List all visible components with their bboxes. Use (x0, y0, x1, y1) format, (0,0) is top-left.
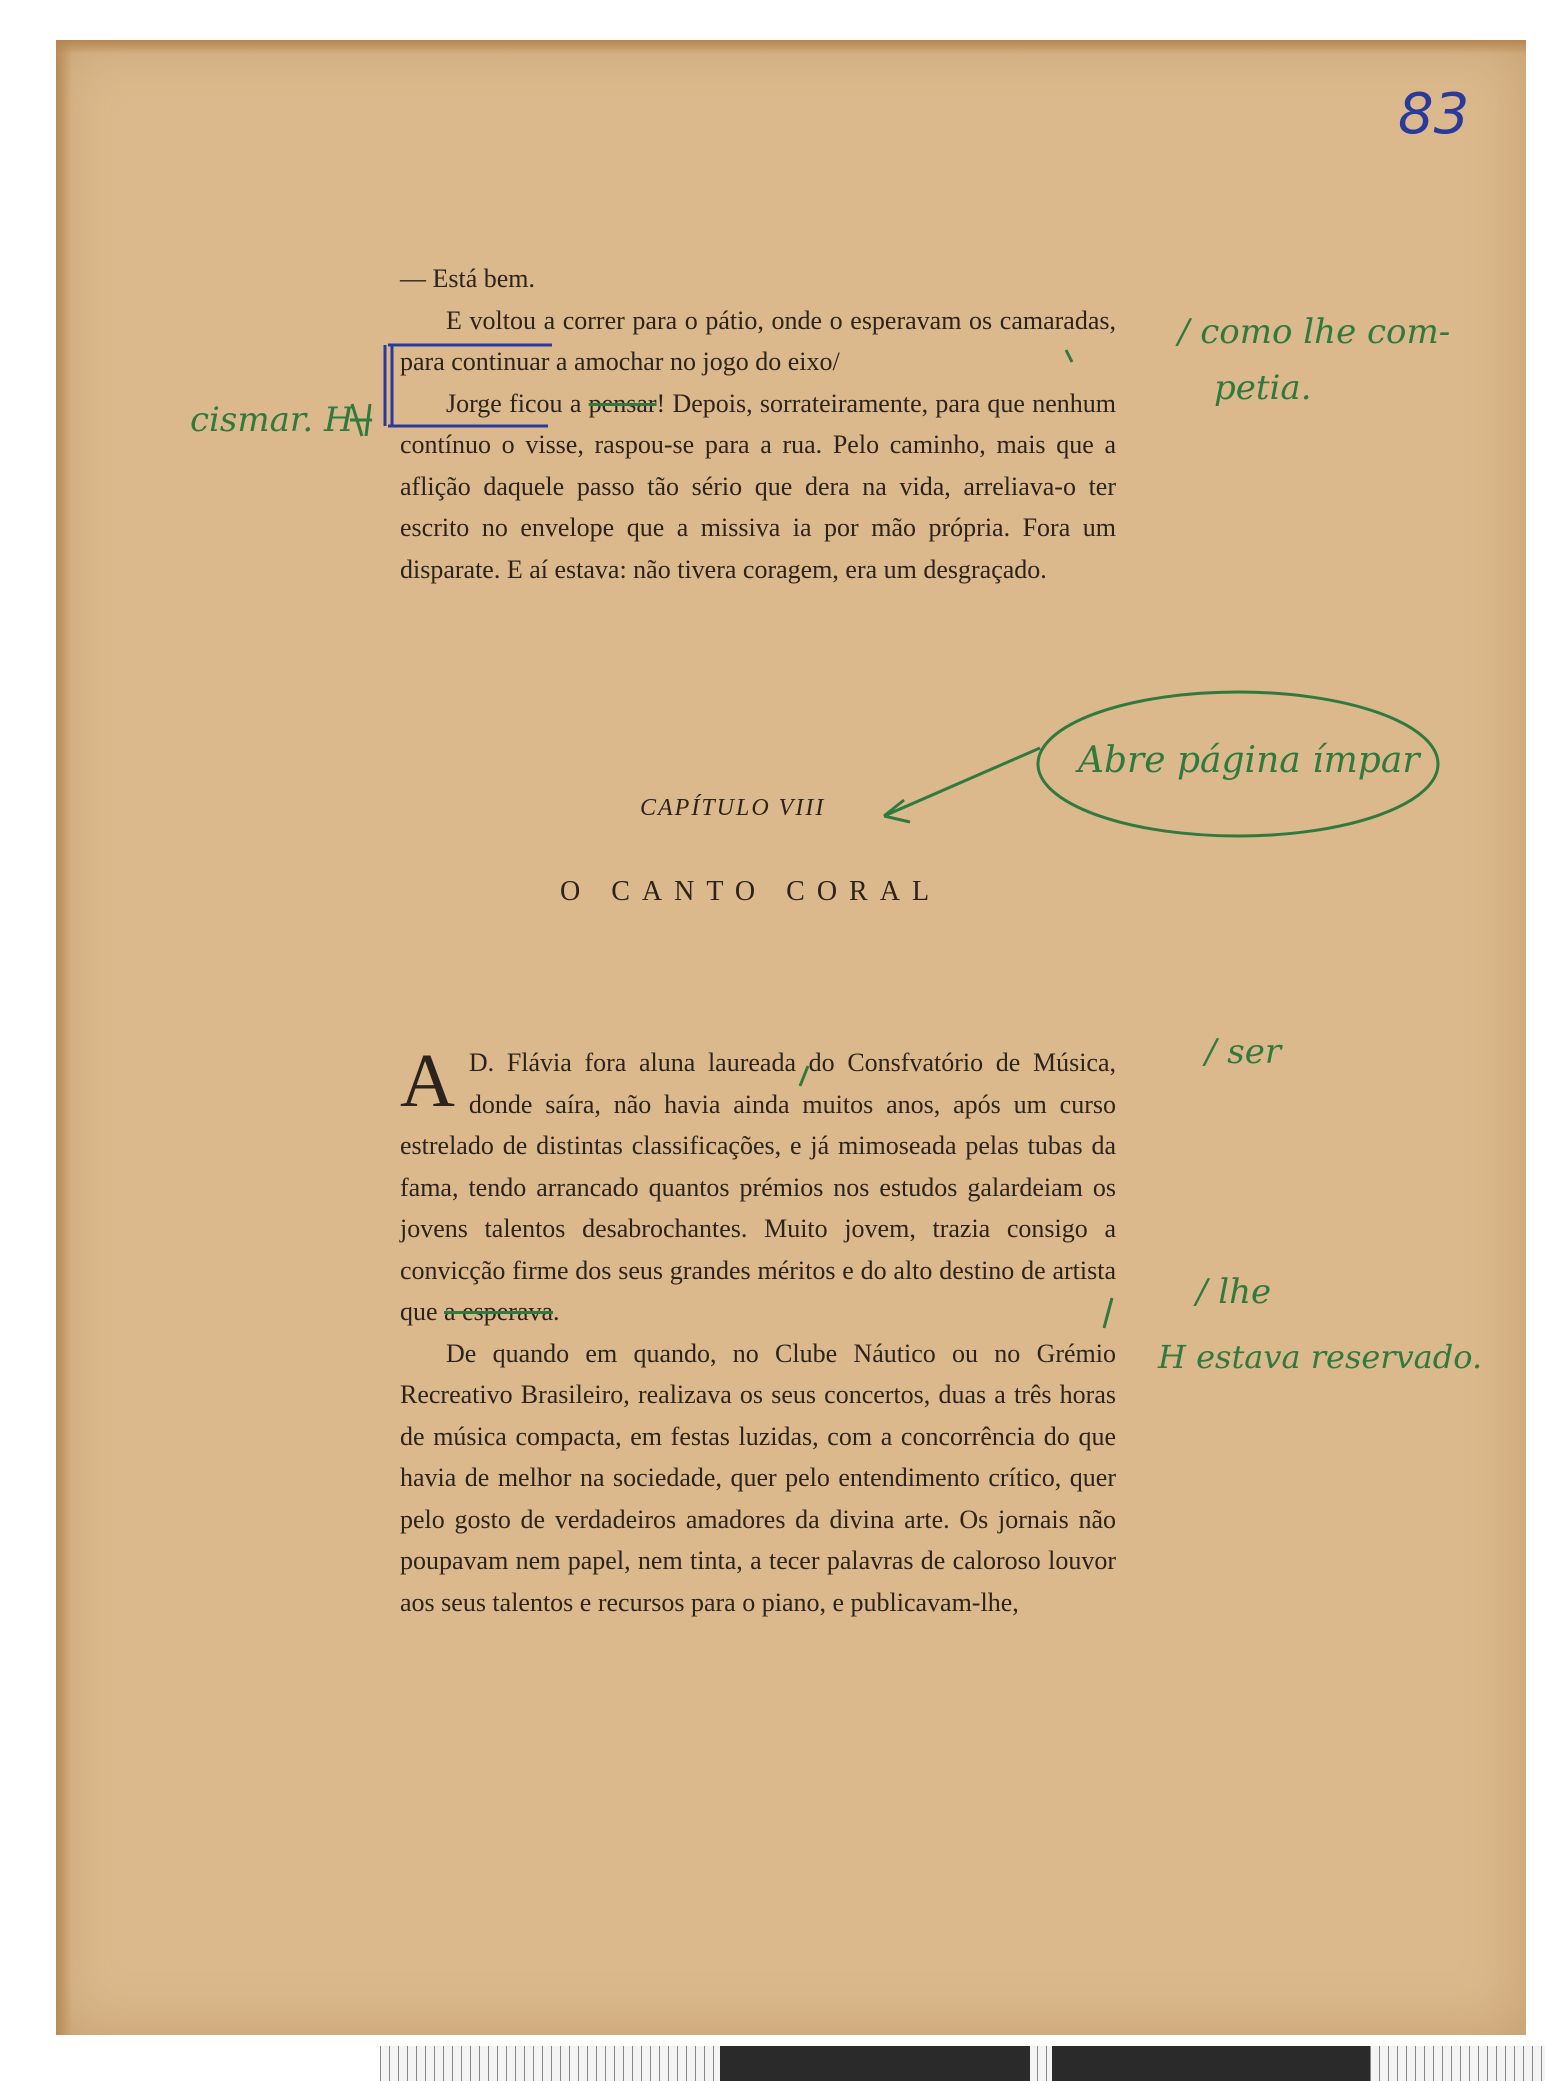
margin-note-reservado: H estava reservado. (1158, 1338, 1483, 1376)
paragraph-2-start: Jorge ficou a (446, 388, 589, 418)
deleted-phrase: a esperava (444, 1297, 554, 1326)
circled-note: Abre página ímpar (1078, 740, 1420, 781)
body-paragraph-1-end: . (553, 1297, 560, 1326)
page-edge-top (56, 40, 1526, 54)
margin-note-como-lhe: / como lhe com- (1178, 312, 1451, 352)
chapter-body (400, 1039, 1116, 1623)
body-paragraph-1 (400, 1039, 1116, 1333)
paragraph-2-rest: ! Depois, sorrateiramente, para que nenhum contínuo o visse, raspou-se para a rua. Pelo caminho, mais que a aflição daquele passo tão sério que dera na vida, arreliava-o ter escrito no envelope que a missiva ia por mão própria. Fora um disparate. E aí estava: não tivera coragem, era um desgraçado. (400, 388, 1117, 584)
page-number: 83 (1398, 82, 1470, 147)
opening-paragraph-1: E voltou a correr para o pátio, onde o esperavam os camaradas, para continuar a amochar no jogo do eixo/ (400, 305, 1116, 376)
margin-note-ser: / ser (1205, 1032, 1282, 1072)
opening-text (400, 258, 1116, 590)
margin-note-petia: petia. (1214, 368, 1312, 408)
body-paragraph-2: De quando em quando, no Clube Náutico ou no Grémio Recreativo Brasileiro, realizava os seus concertos, duas a três horas de música compacta, em festas luzidas, com a concorrência do que havia de melhor na sociedade, quer pelo entendimento crítico, quer pelo gosto de verdadeiros amadores da divina arte. Os jornais não poupavam nem papel, nem tinta, a tecer palavras de caloroso louvor aos seus talentos e recursos para o piano, e publicavam-lhe, (400, 1338, 1116, 1617)
deleted-word: pensar (588, 388, 657, 418)
page-edge-left (56, 40, 72, 2035)
opening-paragraph-2 (400, 383, 1116, 591)
ruler-block-1 (720, 2046, 1030, 2081)
chapter-number: CAPÍTULO VIII (640, 795, 826, 821)
ruler-block-2 (1052, 2046, 1370, 2081)
body-paragraph-1-start: D. Flávia fora aluna laureada do Consfvatório de Música, donde saíra, não havia ainda muitos anos, após um curso estrelado de distintas classificações, e já mimoseada pelas tubas da fama, tendo arrancado quantos prémios nos estudos galardeiam os jovens talentos desabrochantes. Muito jovem, trazia consigo a convicção firme dos seus grandes méritos e do alto destino de artista que (400, 1048, 1116, 1326)
drop-cap: A (400, 1039, 455, 1123)
margin-note-cismar: cismar. H (190, 400, 354, 440)
margin-note-lhe: / lhe (1196, 1272, 1272, 1312)
chapter-title: O CANTO CORAL (560, 876, 942, 907)
opening-line: — Está bem. (400, 264, 536, 293)
